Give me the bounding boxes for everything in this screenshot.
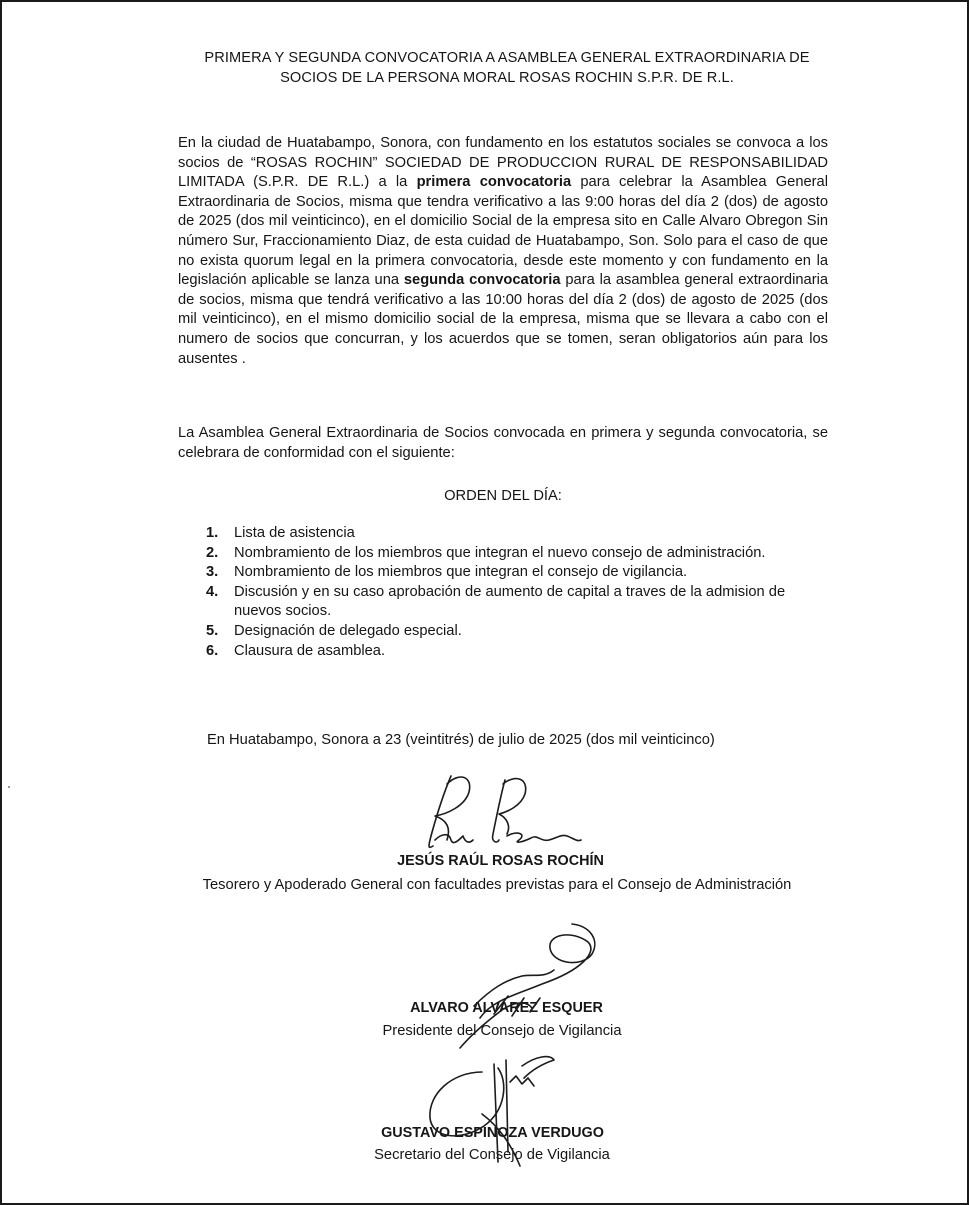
agenda-item-text: Discusión y en su caso aprobación de aumento de capital a traves de la admision de nuevos socios.	[234, 583, 786, 620]
signature-alvaro-alvarez	[422, 918, 622, 1058]
signer-1-role: Tesorero y Apoderado General con facultades previstas para el Consejo de Administración	[202, 877, 792, 893]
title-line-2: SOCIOS DE LA PERSONA MORAL ROSAS ROCHIN S.P.R. DE R.L.	[280, 70, 734, 86]
document-title	[142, 48, 872, 88]
signer-3-name: GUSTAVO ESPINOZA VERDUGO	[381, 1125, 604, 1141]
first-call-emphasis: primera convocatoria	[416, 174, 572, 191]
place-and-date: En Huatabampo, Sonora a 23 (veintitrés) de julio de 2025 (dos mil veinticinco)	[207, 732, 715, 748]
agenda-item-number: 3.	[206, 564, 219, 581]
signer-1-name: JESÚS RAÚL ROSAS ROCHÍN	[397, 853, 604, 869]
agenda-item-text: Designación de delegado especial.	[234, 622, 462, 639]
paragraph-text-b: para celebrar la Asamblea General Extraordinaria de Socios, misma que tendra verificativo a las 9:00 horas del día 2 (dos) de agosto de 2025 (dos mil veinticinco), en el domicilio Social de la empresa sito en Calle Alvaro Obregon Sin número Sur, Fraccionamiento Diaz, de esta cuidad de Huatabampo, Son. Solo para el caso de que no exista quorum legal en la primera convocatoria, desde este momento y con fundamento en la legislación aplicable se lanza una	[178, 174, 828, 289]
convocation-paragraph	[178, 134, 828, 369]
agenda-item	[206, 524, 806, 544]
paragraph-text-c: para la asamblea general extraordinaria de socios, misma que tendrá verificativo a las 10:00 horas del día 2 (dos) de agosto de 2025 (dos mil veinticinco), en el mismo domicilio social de la empresa, misma que se llevara a cabo con el numero de socios que concurran, y los acuerdos que se tomen, seran obligatorios aún para los ausentes .	[178, 272, 829, 367]
signature-gustavo-espinoza	[412, 1042, 602, 1172]
agenda-item-text: Lista de asistencia	[234, 525, 355, 541]
paragraph-text-a: En la ciudad de Huatabampo, Sonora, con fundamento en los estatutos sociales se convoca a los socios de “ROSAS ROCHIN” SOCIEDAD DE PRODUCCION RURAL DE RESPONSABILIDAD LIMITADA (S.P.R. DE R.L.) a la	[178, 135, 828, 191]
agenda-item-text: Nombramiento de los miembros que integran el consejo de vigilancia.	[234, 564, 688, 581]
agenda-item-number: 1.	[206, 525, 219, 541]
agenda-item	[206, 544, 806, 564]
agenda-item	[206, 642, 806, 662]
signature-jesus-raul-rosas	[407, 770, 607, 860]
agenda-item	[206, 563, 806, 583]
agenda-list	[206, 524, 806, 661]
agenda-item-number: 4.	[206, 583, 219, 600]
second-call-emphasis: segunda convocatoria	[403, 272, 561, 289]
agenda-item-number: 2.	[206, 544, 219, 561]
title-line-1: PRIMERA Y SEGUNDA CONVOCATORIA A ASAMBLEA GENERAL EXTRAORDINARIA DE	[204, 50, 810, 66]
signer-2-role: Presidente del Consejo de Vigilancia	[382, 1023, 622, 1039]
scan-speck	[8, 786, 10, 788]
agenda-item-number: 6.	[206, 642, 219, 659]
agenda-item-text: Nombramiento de los miembros que integran el nuevo consejo de administración.	[234, 544, 766, 561]
assembly-intro-paragraph: La Asamblea General Extraordinaria de Socios convocada en primera y segunda convocatoria, se celebrara de conformidad con el siguiente:	[178, 425, 828, 461]
agenda-item-text: Clausura de asamblea.	[234, 642, 386, 659]
signer-3-role: Secretario del Consejo de Vigilancia	[374, 1147, 610, 1163]
agenda-item	[206, 583, 806, 622]
signer-2-name: ALVARO ALVAREZ ESQUER	[410, 1000, 603, 1016]
agenda-item-number: 5.	[206, 622, 219, 639]
agenda-item	[206, 622, 806, 642]
agenda-title: ORDEN DEL DÍA:	[444, 488, 562, 504]
